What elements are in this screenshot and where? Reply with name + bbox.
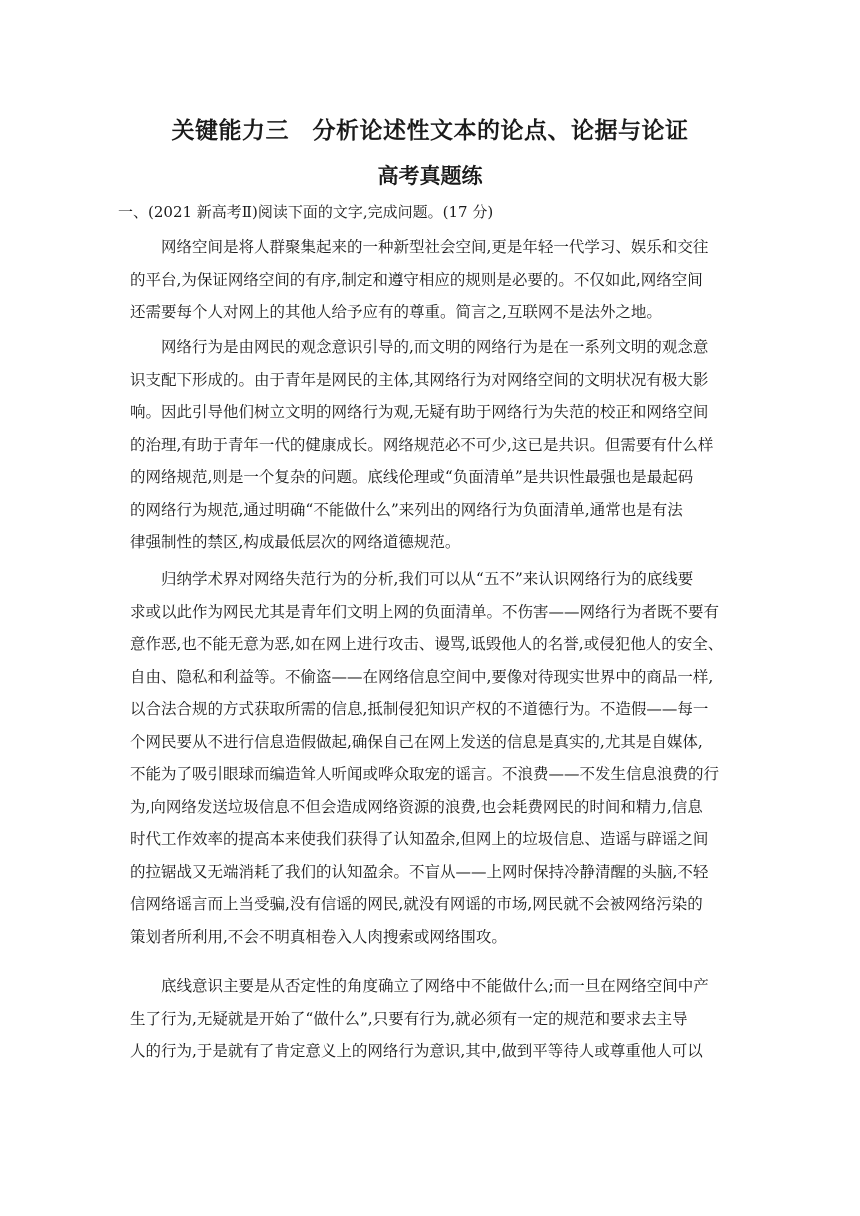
- article-paragraph-1: [130, 231, 740, 329]
- text-line: 生了行为,无疑就是开始了“做什么”,只要有行为,就必须有一定的规范和要求去主导: [130, 1009, 688, 1028]
- text-line: 意作恶,也不能无意为恶,如在网上进行攻击、谩骂,诋毁他人的名誉,或侵犯他人的安全、: [130, 635, 724, 653]
- section-subtitle: 高考真题练: [377, 164, 483, 188]
- paragraph-text: [130, 970, 740, 1068]
- text-line: 识支配下形成的。由于青年是网民的主体,其网络行为对网络空间的文明状况有极大影: [130, 370, 709, 389]
- text-line: 为,向网络发送垃圾信息不但会造成网络资源的浪费,也会耗费网民的时间和精力,信息: [130, 797, 703, 816]
- text-line: 求或以此作为网民尤其是青年们文明上网的负面清单。不伤害——网络行为者既不要有: [130, 602, 720, 621]
- text-line: 自由、隐私和利益等。不偷盗——在网络信息空间中,要像对待现实世界中的商品一样,: [130, 667, 714, 686]
- text-line: 的拉锯战又无端消耗了我们的认知盈余。不盲从——上网时保持冷静清醒的头脑,不轻: [130, 862, 709, 881]
- text-line: 不能为了吸引眼球而编造耸人听闻或哗众取宠的谣言。不浪费——不发生信息浪费的行: [130, 765, 720, 783]
- article-paragraph-4: [130, 970, 740, 1068]
- article-paragraph-3: [130, 563, 740, 953]
- text-line: 的治理,有助于青年一代的健康成长。网络规范必不可少,这已是共识。但需要有什么样: [130, 435, 714, 454]
- question-prompt: 一、(2021 新高考Ⅱ)阅读下面的文字,完成问题。(17 分): [118, 203, 494, 221]
- text-line: 的网络行为规范,通过明确“不能做什么”来列出的网络行为负面清单,通常也是有法: [130, 500, 683, 519]
- text-line: 人的行为,于是就有了肯定意义上的网络行为意识,其中,做到平等待人或尊重他人可以: [130, 1042, 703, 1060]
- text-line: 响。因此引导他们树立文明的网络行为观,无疑有助于网络行为失范的校正和网络空间: [130, 403, 709, 421]
- text-line: 策划者所利用,不会不明真相卷入人肉搜索或网络围攻。: [130, 927, 507, 946]
- document-title: 关键能力三 分析论述性文本的论点、论据与论证: [171, 118, 689, 144]
- text-line: 以合法合规的方式获取所需的信息,抵制侵犯知识产权的不道德行为。不造假——每一: [130, 700, 709, 718]
- text-line: 信网络谣言而上当受骗,没有信谣的网民,就没有网谣的市场,网民就不会被网络污染的: [130, 895, 703, 913]
- text-line: 律强制性的禁区,构成最低层次的网络道德规范。: [130, 533, 461, 551]
- text-line: 个网民要从不进行信息造假做起,确保自己在网上发送的信息是真实的,尤其是自媒体,: [130, 732, 703, 751]
- text-line: 时代工作效率的提高本来使我们获得了认知盈余,但网上的垃圾信息、造谣与辟谣之间: [130, 830, 709, 848]
- text-line: 归纳学术界对网络失范行为的分析,我们可以从“五不”来认识网络行为的底线要: [161, 570, 694, 588]
- text-line: 的平台,为保证网络空间的有序,制定和遵守相应的规则是必要的。不仅如此,网络空间: [130, 270, 703, 289]
- paragraph-text: [130, 231, 740, 329]
- paragraph-text: [130, 563, 740, 953]
- text-line: 网络空间是将人群聚集起来的一种新型社会空间,更是年轻一代学习、娱乐和交往: [161, 238, 709, 256]
- text-line: 网络行为是由网民的观念意识引导的,而文明的网络行为是在一系列文明的观念意: [161, 338, 709, 356]
- text-line: 还需要每个人对网上的其他人给予应有的尊重。简言之,互联网不是法外之地。: [130, 303, 662, 321]
- paragraph-text: [130, 331, 740, 559]
- text-line: 的网络规范,则是一个复杂的问题。底线伦理或“负面清单”是共识性最强也是最起码: [130, 468, 694, 486]
- text-line: 底线意识主要是从否定性的角度确立了网络中不能做什么;而一旦在网络空间中产: [161, 977, 709, 995]
- article-paragraph-2: [130, 331, 740, 559]
